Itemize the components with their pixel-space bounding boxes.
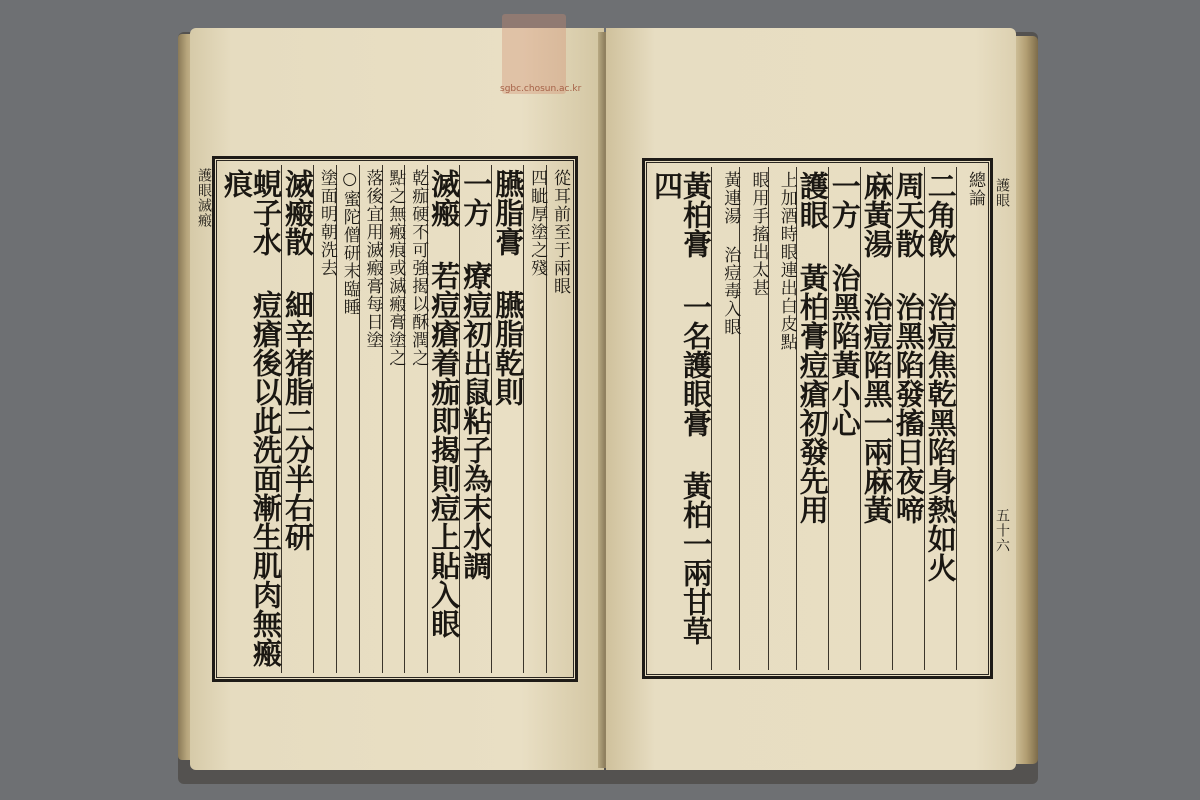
left-page-column: 落後宜用滅瘢膏每日塗 <box>359 165 382 673</box>
left-page-column: ○蜜陀僧研末臨睡 <box>336 165 359 673</box>
right-page-column: 周天散 治黑陷發搐日夜啼 <box>892 167 924 670</box>
right-page-column: 總論 <box>956 167 984 670</box>
right-spine-label: 護眼 <box>994 178 1010 208</box>
left-page-column: 滅瘢 若痘瘡着痂即揭則痘上貼入眼 <box>427 165 459 673</box>
right-text-frame <box>642 158 993 679</box>
right-columns <box>651 167 984 670</box>
right-page-column: 二角飲 治痘焦乾黑陷身熱如火 <box>924 167 956 670</box>
left-columns <box>221 165 569 673</box>
right-page-column: 眼用手搐出太甚 <box>739 167 767 670</box>
left-page-column: 滅瘢散 細辛猪脂二分半右研 <box>281 165 313 673</box>
right-page-column: 黃連湯 治痘毒入眼 <box>711 167 739 670</box>
library-stamp-icon <box>502 14 566 94</box>
left-page-column: 蜆子水 痘瘡後以此洗面漸生肌肉無瘢痕 <box>219 169 283 667</box>
right-page-column: 上加酒時眼連出白皮點 <box>768 167 796 670</box>
right-page-column: 麻黃湯 治痘陷黑一兩麻黃 <box>860 167 892 670</box>
right-page-column: 護眼 黃柏膏痘瘡初發先用 <box>796 167 828 670</box>
left-spine-label: 護眼滅瘢 <box>196 168 212 228</box>
left-page <box>190 28 604 770</box>
left-page-column: 點之無瘢痕或滅瘢膏塗之 <box>382 165 405 673</box>
watermark-text: sgbc.chosun.ac.kr <box>500 84 582 94</box>
left-page-column: 一方 療痘初出鼠粘子為末水調 <box>459 165 491 673</box>
left-page-column: 臙脂膏 臙脂乾則 <box>491 165 523 673</box>
left-page-column: 乾痂硬不可強揭以酥潤之 <box>404 165 427 673</box>
right-page-column: 一方 治黑陷黃小心 <box>828 167 860 670</box>
left-text-frame <box>212 156 578 682</box>
open-book <box>172 22 1038 780</box>
left-page-column: 塗面明朝洗去 <box>313 165 336 673</box>
right-page-number: 五十六 <box>994 508 1010 553</box>
left-page-column: 從耳前至于兩眼 <box>546 165 569 673</box>
left-page-column: 四眦厚塗之殘 <box>523 165 546 673</box>
right-page-column: 黃柏膏 一名護眼膏 黃柏一兩甘草四 <box>650 171 713 645</box>
right-page <box>606 28 1016 770</box>
